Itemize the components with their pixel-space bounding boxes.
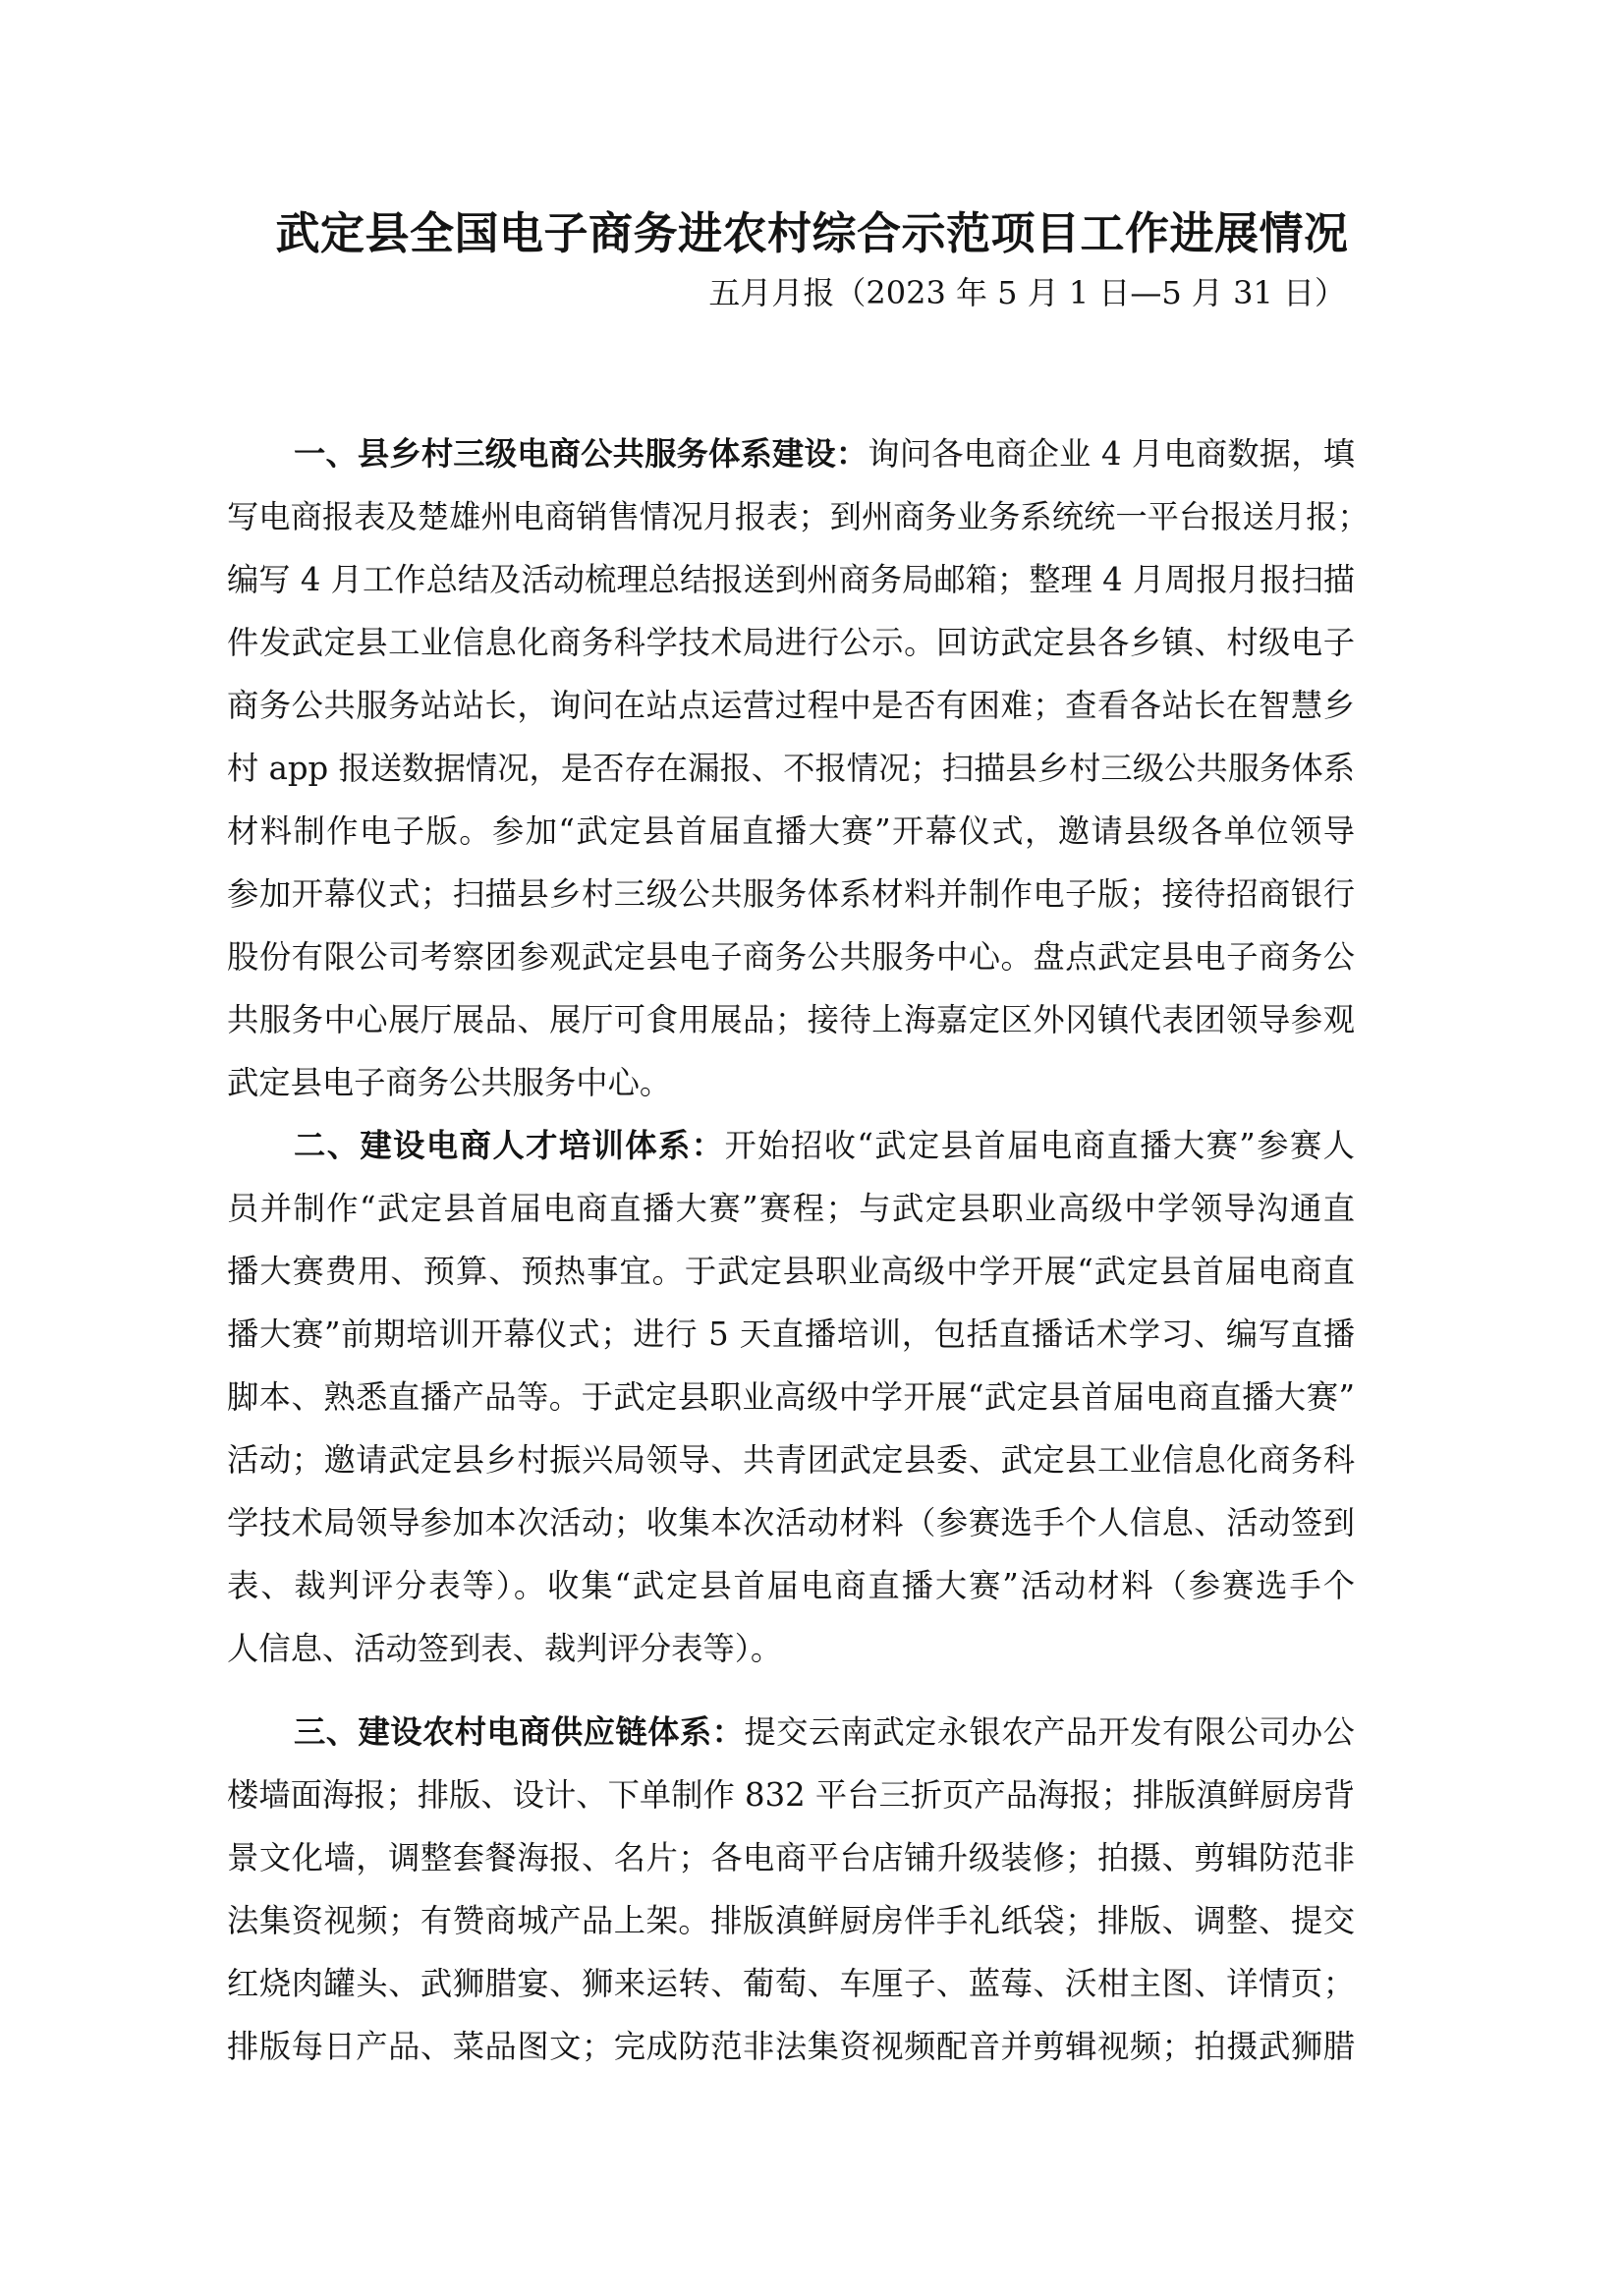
paragraph-line <box>227 1701 1355 1763</box>
paragraph-line: 武定县电子商务公共服务中心。 <box>227 1064 672 1101</box>
section-heading: 三、建设农村电商供应链体系： <box>294 1713 745 1751</box>
paragraph-line: 村 app 报送数据情况，是否存在漏报、不报情况；扫描县乡村三级公共服务体系 <box>227 750 1355 787</box>
document-subtitle: 五月月报（2023 年 5 月 1 日—5 月 31 日） <box>708 274 1346 311</box>
paragraph-line: 法集资视频；有赞商城产品上架。排版滇鲜厨房伴手礼纸袋；排版、调整、提交 <box>227 1902 1355 1939</box>
paragraph-line: 人信息、活动签到表、裁判评分表等）。 <box>227 1630 783 1667</box>
paragraph-line: 楼墙面海报；排版、设计、下单制作 832 平台三折页产品海报；排版滇鲜厨房背 <box>227 1776 1355 1814</box>
paragraph-line: 股份有限公司考察团参观武定县电子商务公共服务中心。盘点武定县电子商务公 <box>227 938 1355 976</box>
document-body <box>227 422 1370 2078</box>
paragraph-line: 播大赛”前期培训开幕仪式；进行 5 天直播培训，包括直播话术学习、编写直播 <box>227 1315 1355 1353</box>
section-supply-chain-system <box>227 1701 1355 2078</box>
paragraph-line: 员并制作“武定县首届电商直播大赛”赛程；与武定县职业高级中学领导沟通直 <box>227 1190 1355 1227</box>
paragraph-line: 共服务中心展厅展品、展厅可食用展品；接待上海嘉定区外冈镇代表团领导参观 <box>227 1001 1355 1038</box>
paragraph-line: 播大赛费用、预算、预热事宜。于武定县职业高级中学开展“武定县首届电商直 <box>227 1253 1355 1290</box>
paragraph-line: 商务公共服务站站长，询问在站点运营过程中是否有困难；查看各站长在智慧乡 <box>227 687 1355 724</box>
paragraph-line: 景文化墙，调整套餐海报、名片；各电商平台店铺升级装修；拍摄、剪辑防范非 <box>227 1839 1355 1876</box>
paragraph-text: 提交云南武定永银农产品开发有限公司办公 <box>744 1713 1355 1751</box>
section-talent-training-system <box>227 1114 1355 1680</box>
paragraph-line: 学技术局领导参加本次活动；收集本次活动材料（参赛选手个人信息、活动签到 <box>227 1504 1355 1541</box>
document-title: 武定县全国电子商务进农村综合示范项目工作进展情况 <box>275 207 1349 259</box>
paragraph-line: 参加开幕仪式；扫描县乡村三级公共服务体系材料并制作电子版；接待招商银行 <box>227 875 1355 913</box>
section-public-service-system <box>227 422 1370 1114</box>
paragraph-line: 排版每日产品、菜品图文；完成防范非法集资视频配音并剪辑视频；拍摄武狮腊 <box>227 2028 1355 2065</box>
paragraph-line: 脚本、熟悉直播产品等。于武定县职业高级中学开展“武定县首届电商直播大赛” <box>227 1378 1355 1416</box>
paragraph-line <box>227 1114 1355 1177</box>
paragraph-line: 活动；邀请武定县乡村振兴局领导、共青团武定县委、武定县工业信息化商务科 <box>227 1441 1355 1479</box>
paragraph-line: 编写 4 月工作总结及活动梳理总结报送到州商务局邮箱；整理 4 月周报月报扫描 <box>227 561 1355 598</box>
paragraph-line: 红烧肉罐头、武狮腊宴、狮来运转、葡萄、车厘子、蓝莓、沃柑主图、详情页； <box>227 1965 1355 2002</box>
paragraph-text: 开始招收“武定县首届电商直播大赛”参赛人 <box>724 1127 1355 1164</box>
paragraph-line: 表、裁判评分表等）。收集“武定县首届电商直播大赛”活动材料（参赛选手个 <box>227 1567 1355 1604</box>
paragraph-line: 写电商报表及楚雄州电商销售情况月报表；到州商务业务系统统一平台报送月报； <box>227 498 1370 535</box>
paragraph-line <box>227 422 1355 485</box>
paragraph-text: 询问各电商企业 4 月电商数据，填 <box>868 435 1355 473</box>
section-heading: 一、县乡村三级电商公共服务体系建设： <box>294 435 868 473</box>
paragraph-line: 材料制作电子版。参加“武定县首届直播大赛”开幕仪式，邀请县级各单位领导 <box>227 812 1355 850</box>
section-heading: 二、建设电商人才培训体系： <box>294 1127 725 1164</box>
paragraph-line: 件发武定县工业信息化商务科学技术局进行公示。回访武定县各乡镇、村级电子 <box>227 624 1355 661</box>
